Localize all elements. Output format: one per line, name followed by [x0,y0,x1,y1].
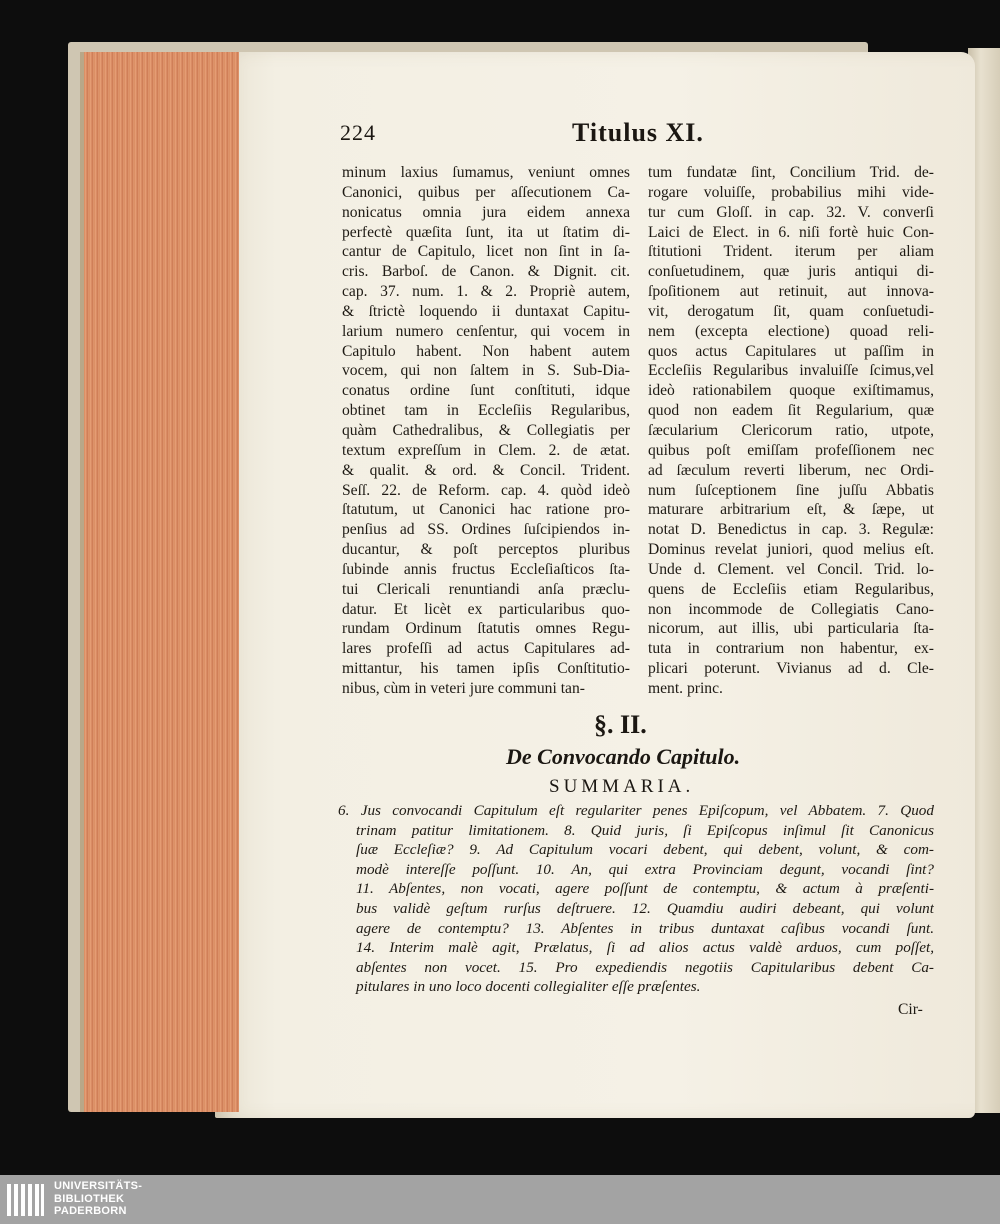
text-line: Dominus revelat juniori, quod melius eſt. [648,541,934,559]
right-text-column [648,163,934,699]
text-line: ſtatutum, ut Canonici hac ratione pro- [342,501,630,519]
text-line: tui Clericali renuntiandi anſa præclu- [342,580,630,598]
text-line: mittantur, his tamen ipſis Conſtitutio- [342,660,630,678]
page-block-edge [80,52,239,1112]
text-line: ſæcularium Clericorum ratio, utpote, [648,421,934,439]
text-line: rogare voluiſſe, probabilius mihi vide- [648,183,934,201]
text-line: larium numero cenſentur, qui vocem in [342,322,630,340]
text-line: quàm Cathedralibus, & Collegiatis per [342,421,630,439]
text-line: conatus ordine ſunt conſtituti, idque [342,382,630,400]
section-number: §. II. [594,710,647,739]
text-line: & qualit. & ord. & Concil. Trident. [342,461,630,479]
summary-line: 11. Abſentes, non vocati, agere poſſunt de contemptu, & actum à præſenti- [356,880,934,898]
text-line: quod non eadem ſit Regularium, quæ [648,402,934,420]
text-line: tuta in contrarium non habentur, ex- [648,640,934,658]
text-line: nonicatus omnia jura eidem annexa [342,203,630,221]
library-footer-bar [0,1175,1000,1224]
summary-line: modè intereſſe poſſunt. 10. An, qui extra Provinciam degunt, vocandi ſint? [356,860,934,878]
page-number: 224 [340,120,376,145]
text-line: Laici de Elect. in 6. niſi fortè huic Con- [648,223,934,241]
text-line: ſtitutioni Trident. iterum per aliam [648,243,934,261]
text-line: non incommode de Collegiatis Cano- [648,600,934,618]
text-line: perfectè quæſita ſunt, ita ut ſtatim di- [342,223,630,241]
running-head [340,118,940,150]
text-line: notat D. Benedictus in cap. 3. Regulæ: [648,521,934,539]
summary-block [338,801,934,997]
summary-line: ſuæ Eccleſiæ? 9. Ad Capitulum vocari debent, qui debent, volunt, & com- [356,841,934,859]
library-bars-icon [6,1181,46,1219]
text-line: obtinet tam in Eccleſiis Regularibus, [342,402,630,420]
text-line: ad ſæculum reverti liberum, nec Ordi- [648,461,934,479]
text-line: maturare arbitrarium eſt, & ſæpe, ut [648,501,934,519]
text-line: rundam Ordinum ſtatutis omnes Regu- [342,620,630,638]
text-line: datur. Et licèt ex particularibus quo- [342,600,630,618]
text-line: Eccleſiis Regularibus invaluiſſe ſcimus,vel [648,362,934,380]
text-line: ideò rationabilem quoque exiſtimamus, [648,382,934,400]
text-line: quibus poſt emiſſam profeſſionem nec [648,441,934,459]
library-name-line: PADERBORN [54,1205,127,1217]
catchword: Cir- [898,1001,923,1018]
text-line: nicorum, aut illis, ubi particularia ſta- [648,620,934,638]
text-line: ſpoſitionem aut retinuit, aut innova- [648,283,934,301]
text-line: ment. princ. [648,679,723,697]
text-line: cantur de Capitulo, licet non ſint in ſa- [342,243,630,261]
summary-line: pitulares in uno loco docenti collegialiter eſſe præſentes. [356,978,701,996]
summary-line: abſentes non vocet. 15. Pro expediendis negotiis Capitularibus debent Ca- [356,958,934,976]
text-line: Canonici, quibus per aſſecutionem Ca- [342,183,630,201]
text-line: vit, derogatum ſit, quam conſuetudi- [648,302,934,320]
text-line: Unde d. Clement. vel Concil. Trid. lo- [648,560,934,578]
library-name-line: UNIVERSITÄTS- [54,1180,143,1192]
text-line: cap. 37. num. 1. & 2. Propriè autem, [342,283,630,301]
text-line: tur cum Gloſſ. in cap. 32. V. converſi [648,203,934,221]
text-line: minum laxius ſumamus, veniunt omnes [342,164,630,181]
text-line: nibus, cùm in veteri jure communi tan- [342,679,585,697]
summaria-heading: SUMMARIA. [549,776,695,797]
text-line: cris. Barboſ. de Canon. & Dignit. cit. [342,263,630,281]
section-title: De Convocando Capitulo. [506,744,741,769]
text-line: quens de Eccleſiis etiam Regularibus, [648,580,934,598]
text-line: lares profeſſi ad actus Capitulares ad- [342,640,630,658]
summary-line: bus validè geſtum rurſus deſtruere. 12. Quamdiu audiri debeant, qui volunt [356,899,934,917]
summary-line: 14. Interim malè agit, Prælatus, ſi ad alios actus valdè arduos, cum poſſet, [356,939,934,957]
text-line: penſius ad SS. Ordines ſuſcipiendos in- [342,521,630,539]
text-line: quos actus Capitulares ut paſſim in [648,342,934,360]
text-line: num ſuſceptionem ſine juſſu Abbatis [648,481,934,499]
library-name-line: BIBLIOTHEK [54,1192,125,1205]
summary-line: 6. Jus convocandi Capitulum eſt regulariter penes Epiſcopum, vel Abbatem. 7. Quod [338,802,934,819]
text-line: Capitulo habent. Non habent autem [342,342,630,360]
text-line: conſuetudinem, quæ juris antiqui di- [648,263,934,281]
library-name [54,1180,142,1218]
text-line: ducantur, & poſt perceptos pluribus [342,541,630,559]
text-line: tum fundatæ ſint, Concilium Trid. de- [648,164,934,181]
text-line: plicari poterunt. Vivianus ad d. Cle- [648,660,934,678]
text-line: vocem, qui non ſaltem in S. Sub-Dia- [342,362,630,380]
text-line: textum expreſſum in Clem. 2. de ætat. [342,441,630,459]
text-line: Seſſ. 22. de Reform. cap. 4. quòd ideò [342,481,630,499]
text-line: nem (excepta electione) quoad reli- [648,322,934,340]
text-line: & ſtrictè loquendo ii duntaxat Capitu- [342,302,630,320]
summary-line: agere de contemptu? 13. Abſentes in tribus duntaxat caſibus vocandi ſunt. [356,919,934,937]
running-title: Titulus XI. [572,118,704,147]
left-text-column [342,163,630,699]
text-line: ſubinde annis fructus Eccleſiaſticos ſta- [342,560,630,578]
summary-line: trinam patitur limitationem. 8. Quid juris, ſi Epiſcopus inſimul ſit Canonicus [356,821,934,839]
